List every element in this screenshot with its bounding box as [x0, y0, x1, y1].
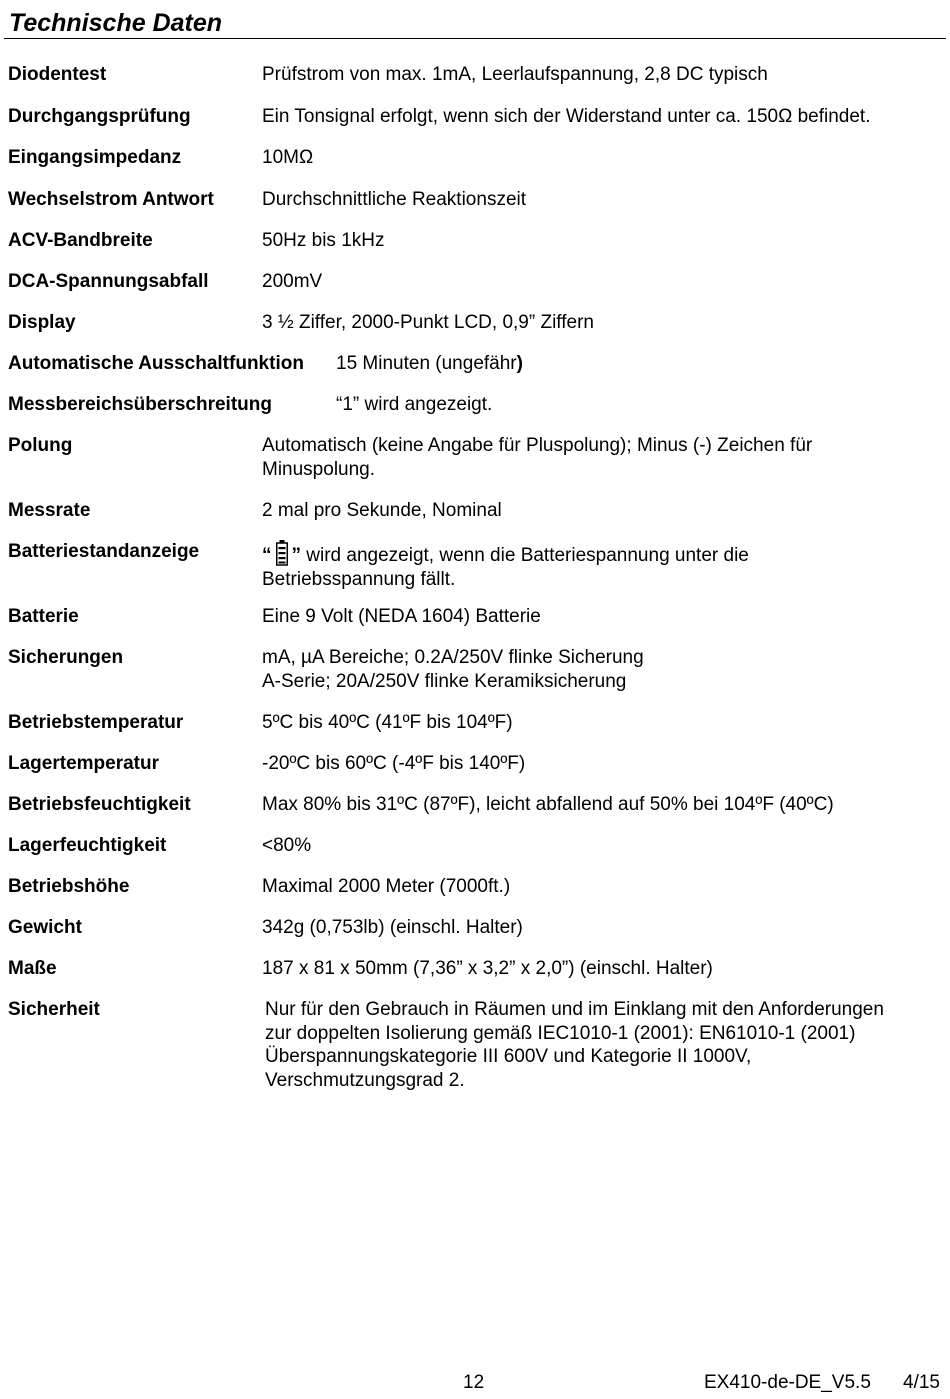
spec-value-line: 342g (0,753lb) (einschl. Halter)	[262, 917, 523, 938]
spec-value-line	[336, 352, 950, 376]
spec-value-line: 2 mal pro Sekunde, Nominal	[262, 500, 502, 521]
spec-value	[336, 393, 950, 417]
spec-label: Automatische Ausschaltfunktion	[8, 353, 304, 374]
battery-icon	[276, 540, 288, 566]
spec-value-line: Maximal 2000 Meter (7000ft.)	[262, 876, 511, 897]
spec-value-line: 200mV	[262, 271, 323, 292]
spec-value-line: 50Hz bis 1kHz	[262, 230, 385, 251]
spec-label: Diodentest	[8, 64, 107, 85]
spec-value	[262, 146, 942, 170]
spec-value	[262, 711, 942, 735]
spec-value-line: Prüfstrom von max. 1mA, Leerlaufspannung, 2,8 DC typisch	[262, 64, 768, 85]
spec-value-line: Automatisch (keine Angabe für Pluspolung); Minus (-) Zeichen für	[262, 435, 813, 456]
spec-label: Polung	[8, 435, 73, 456]
spec-label: Maße	[8, 958, 57, 979]
spec-value-line: <80%	[262, 835, 312, 856]
spec-value	[262, 793, 942, 817]
spec-value	[262, 540, 942, 591]
spec-value-line: Ein Tonsignal erfolgt, wenn sich der Widerstand unter ca. 150Ω befindet.	[262, 106, 871, 127]
spec-label: DCA-Spannungsabfall	[8, 271, 209, 292]
spec-value	[262, 311, 942, 335]
spec-value	[262, 834, 942, 858]
spec-value-line: Nur für den Gebrauch in Räumen und im Einklang mit den Anforderungen	[265, 999, 884, 1020]
spec-label: Gewicht	[8, 917, 82, 938]
spec-value	[262, 499, 942, 523]
spec-value-line: zur doppelten Isolierung gemäß IEC1010-1 (2001): EN61010-1 (2001)	[265, 1022, 856, 1044]
spec-value-line	[262, 540, 942, 568]
spec-label: Messrate	[8, 500, 91, 521]
spec-label: Batteriestandanzeige	[8, 541, 200, 562]
title-underline	[4, 38, 946, 39]
spec-label: ACV-Bandbreite	[8, 230, 153, 251]
spec-value	[262, 875, 942, 899]
spec-value	[262, 752, 942, 776]
spec-value	[262, 957, 942, 981]
spec-label: Betriebstemperatur	[8, 712, 184, 733]
spec-value-line: “1” wird angezeigt.	[336, 394, 493, 415]
spec-label: Lagerfeuchtigkeit	[8, 835, 167, 856]
spec-value-line: Eine 9 Volt (NEDA 1604) Batterie	[262, 606, 541, 627]
spec-value	[262, 188, 942, 212]
page-title: Technische Daten	[9, 9, 223, 37]
spec-label: Batterie	[8, 606, 79, 627]
spec-value	[262, 646, 942, 693]
spec-label: Wechselstrom Antwort	[8, 189, 214, 210]
spec-label: Durchgangsprüfung	[8, 106, 191, 127]
spec-label: Sicherheit	[8, 999, 100, 1020]
spec-value-line: Verschmutzungsgrad 2.	[265, 1069, 465, 1091]
spec-value	[265, 998, 945, 1092]
spec-value-line: Betriebsspannung fällt.	[262, 568, 456, 590]
spec-label: Sicherungen	[8, 647, 124, 668]
spec-value	[262, 605, 942, 629]
spec-value-line: A-Serie; 20A/250V flinke Keramiksicherung	[262, 670, 627, 692]
spec-label: Betriebsfeuchtigkeit	[8, 794, 191, 815]
spec-value-text: 15 Minuten (ungefähr	[336, 353, 517, 374]
spec-value	[262, 270, 942, 294]
closing-paren: )	[516, 353, 523, 374]
spec-value	[336, 352, 950, 376]
spec-value	[262, 63, 942, 87]
spec-label: Display	[8, 312, 76, 333]
spec-value	[262, 916, 942, 940]
spec-label: Messbereichsüberschreitung	[8, 394, 272, 415]
spec-value-line: Überspannungskategorie III 600V und Kategorie II 1000V,	[265, 1046, 752, 1067]
spec-value-line: Max 80% bis 31ºC (87ºF), leicht abfallend auf 50% bei 104ºF (40ºC)	[262, 794, 834, 815]
spec-value-line: 187 x 81 x 50mm (7,36” x 3,2” x 2,0”) (einschl. Halter)	[262, 958, 713, 979]
document-reference: EX410-de-DE_V5.5	[704, 1372, 871, 1393]
open-quote: “	[262, 545, 272, 566]
spec-label: Lagertemperatur	[8, 753, 159, 774]
spec-value-line: mA, µA Bereiche; 0.2A/250V flinke Sicherung	[262, 647, 644, 668]
spec-value	[262, 105, 942, 129]
spec-label: Betriebshöhe	[8, 876, 130, 897]
spec-value-line: 5ºC bis 40ºC (41ºF bis 104ºF)	[262, 712, 513, 733]
spec-value-line: -20ºC bis 60ºC (-4ºF bis 140ºF)	[262, 753, 526, 774]
spec-value-line: 3 ½ Ziffer, 2000-Punkt LCD, 0,9” Ziffern	[262, 312, 594, 333]
spec-label: Eingangsimpedanz	[8, 147, 182, 168]
close-quote: ”	[291, 545, 301, 566]
spec-value-line: Minuspolung.	[262, 458, 376, 480]
page-count: 4/15	[903, 1372, 940, 1393]
spec-value-line: Durchschnittliche Reaktionszeit	[262, 189, 527, 210]
spec-value-line: 10MΩ	[262, 147, 314, 168]
spec-value	[262, 229, 942, 253]
spec-value-text: wird angezeigt, wenn die Batteriespannung unter die	[306, 545, 749, 566]
spec-value	[262, 434, 942, 481]
page-number: 12	[463, 1372, 485, 1393]
